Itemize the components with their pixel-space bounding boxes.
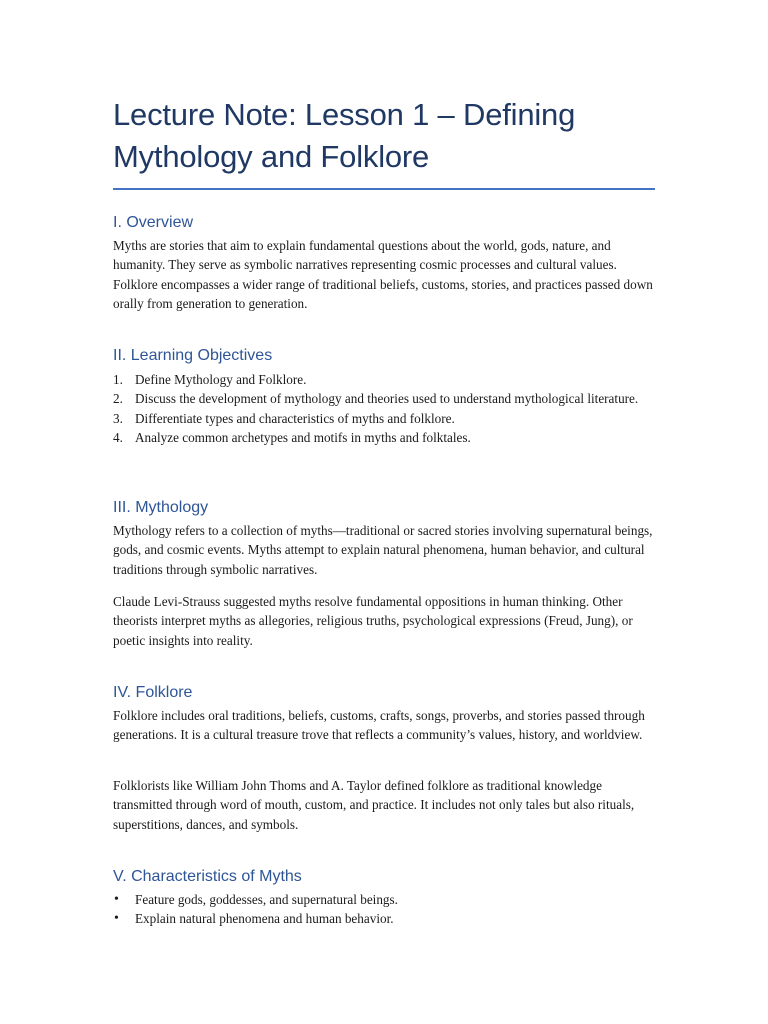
- list-item-text: Analyze common archetypes and motifs in myths and folktales.: [135, 429, 471, 445]
- title-underline-rule: [113, 188, 655, 190]
- section-heading-folklore: IV. Folklore: [113, 684, 193, 701]
- learning-objectives-list: [113, 370, 655, 447]
- list-item-text: Explain natural phenomena and human behavior.: [135, 911, 394, 927]
- list-item: [113, 428, 655, 447]
- list-item: [113, 890, 655, 909]
- list-item-text: Feature gods, goddesses, and supernatural beings.: [135, 892, 398, 907]
- list-item-text: Discuss the development of mythology and theories used to understand mythological literature.: [135, 391, 639, 407]
- list-item-number: 1.: [113, 372, 123, 387]
- overview-paragraph: Myths are stories that aim to explain fundamental questions about the world, gods, nature, and humanity. They serve as symbolic narratives representing cosmic processes and cultural values. Folklore encompasses a wider range of traditional beliefs, customs, stories, and practices passed down orally from generation to generation.: [113, 238, 653, 311]
- bullet-icon: •: [114, 911, 119, 927]
- mythology-paragraph-1: Mythology refers to a collection of myths—traditional or sacred stories involving supernatural beings, gods, and cosmic events. Myths attempt to explain natural phenomena, human behavior, and cultural traditions through symbolic narratives.: [113, 523, 653, 577]
- list-item-number: 3.: [113, 410, 123, 426]
- section-heading-overview: I. Overview: [113, 214, 194, 231]
- section-heading-learning-objectives: II. Learning Objectives: [113, 347, 273, 364]
- characteristics-list: [113, 890, 655, 929]
- list-item: [113, 370, 655, 389]
- folklore-paragraph-1: Folklore includes oral traditions, beliefs, customs, crafts, songs, proverbs, and stories passed through generations. It is a cultural treasure trove that reflects a community’s values, history, and worldview.: [113, 708, 645, 743]
- section-heading-characteristics-of-myths: V. Characteristics of Myths: [113, 868, 302, 885]
- folklore-paragraph-2: Folklorists like William John Thoms and A. Taylor defined folklore as traditional knowledge transmitted through word of mouth, custom, and practice. It includes not only tales but also rituals, superstitions, dances, and symbols.: [113, 778, 635, 832]
- document-page: [113, 0, 655, 927]
- list-item: [113, 409, 655, 428]
- bullet-icon: •: [114, 892, 119, 907]
- list-item-text: Differentiate types and characteristics of myths and folklore.: [135, 410, 455, 426]
- list-item: [113, 389, 655, 408]
- list-item-number: 4.: [113, 429, 123, 445]
- page-title: Lecture Note: Lesson 1 – Defining Mythology and Folklore: [113, 97, 576, 174]
- list-item-text: Define Mythology and Folklore.: [135, 372, 307, 387]
- mythology-paragraph-2: Claude Levi-Strauss suggested myths resolve fundamental oppositions in human thinking. Other theorists interpret myths as allegories, religious truths, psychological expressions (Freud, Jung), or poetic insights into reality.: [113, 594, 633, 648]
- list-item-number: 2.: [113, 391, 123, 407]
- section-heading-mythology: III. Mythology: [113, 499, 209, 516]
- list-item: [113, 909, 655, 928]
